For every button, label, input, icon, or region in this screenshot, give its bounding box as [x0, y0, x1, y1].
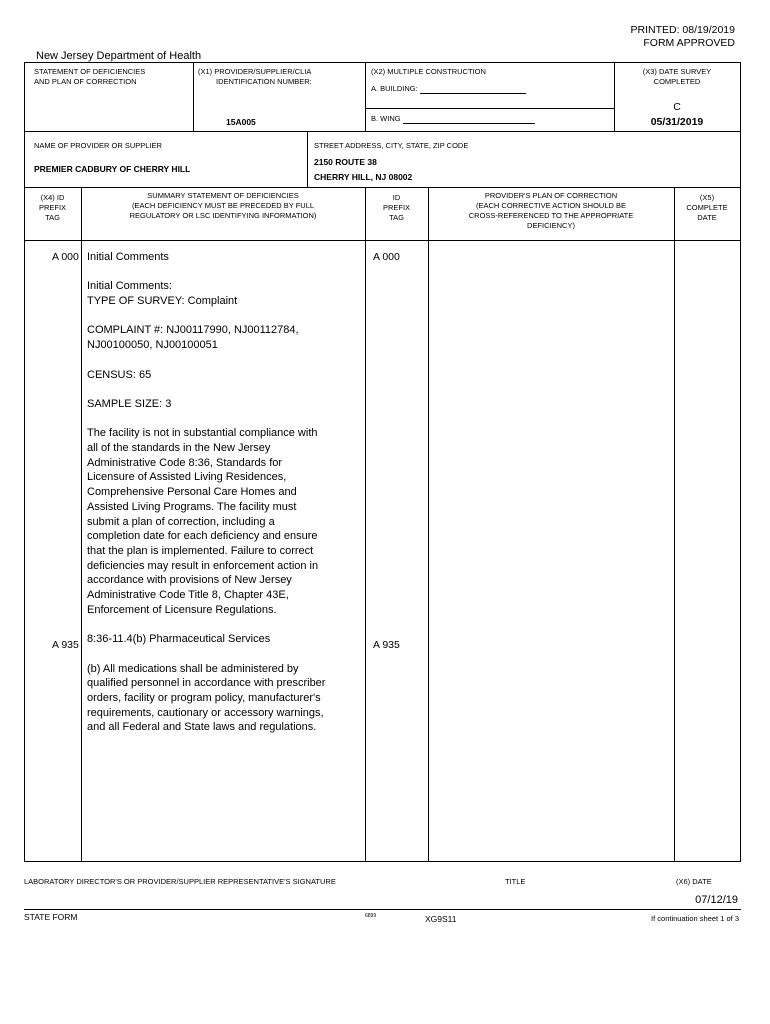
frame-bottom [24, 861, 741, 862]
col-divider [428, 187, 429, 862]
tag-a935-right: A 935 [373, 639, 400, 651]
provider-name: PREMIER CADBURY OF CHERRY HILL [34, 164, 191, 174]
divider [307, 131, 308, 187]
x3-label: (X3) DATE SURVEY COMPLETED [642, 67, 712, 86]
paragraph: The facility is not in substantial compliance with all of the standards in the New Jersey Administrative Code 8:36, Standards for Licensure of Assisted Living Residences, Comprehensive Personal Care Homes and Assisted Living Programs. The facility must submit a plan of correction, including a completion date for each deficiency and ensure that the plan is implemented. Failure to correct deficiencies may result in enforcement action in accordance with provisions of New Jersey Administrative Code Title 8, Chapter 43E, Enforcement of Licensure Regulations. [87, 427, 319, 616]
x6-value: 07/12/19 [695, 894, 738, 906]
x6-label: (X6) DATE [676, 877, 712, 886]
col-divider [674, 187, 675, 862]
provider-label: NAME OF PROVIDER OR SUPPLIER [34, 141, 162, 150]
paragraph: Initial Comments [87, 251, 169, 263]
x4-header: (X4) ID PREFIX TAG [38, 193, 67, 222]
paragraph: (b) All medications shall be administered by qualified personnel in accordance with prescriber orders, facility or program policy, manufacturer's requirements, cautionary or accessory warnings, and all Federal and State laws and regulations. [87, 662, 326, 734]
building-field [420, 85, 526, 94]
title-label: TITLE [505, 877, 526, 886]
paragraph: 8:36-11.4(b) Pharmaceutical Services [87, 633, 271, 646]
tag-a000-right: A 000 [373, 251, 400, 263]
summary-body [87, 250, 357, 750]
plan-header: PROVIDER'S PLAN OF CORRECTION (EACH CORRECTIVE ACTION SHOULD BE CROSS-REFERENCED TO THE APPROPRIATE DEFICIENCY) [468, 191, 634, 230]
footer-rule [24, 909, 741, 910]
x5-header: (X5) COMPLETE DATE [686, 193, 728, 222]
tag-a000-left: A 000 [52, 251, 79, 263]
continuation-sheet: If continuation sheet 1 of 3 [651, 914, 739, 923]
col-divider [365, 187, 366, 862]
x2-wing-label: B. WING [371, 114, 535, 124]
summary-header: SUMMARY STATEMENT OF DEFICIENCIES (EACH DEFICIENCY MUST BE PRECEDED BY FULL REGULATORY OR LSC IDENTIFYING INFORMATION) [129, 191, 317, 220]
address-line2: CHERRY HILL, NJ 08002 [314, 172, 413, 182]
form-approved: FORM APPROVED [643, 37, 735, 49]
id-header: ID PREFIX TAG [382, 193, 411, 222]
col-divider [81, 187, 82, 862]
wing-field [403, 115, 535, 124]
divider [24, 240, 741, 241]
paragraph: COMPLAINT #: NJ00117990, NJ00112784, NJ00100050, NJ00100051 [87, 324, 299, 352]
x1-label: (X1) PROVIDER/SUPPLIER/CLIA IDENTIFICATION NUMBER: [198, 67, 312, 86]
divider [24, 187, 741, 188]
agency-name: New Jersey Department of Health [36, 50, 202, 62]
tag-a935-left: A 935 [52, 639, 79, 651]
divider [24, 131, 741, 132]
x2-title: (X2) MULTIPLE CONSTRUCTION [371, 67, 486, 76]
paragraph: SAMPLE SIZE: 3 [87, 397, 172, 410]
x2-building-label: A. BUILDING: [371, 84, 526, 94]
x3-date: 05/31/2019 [650, 116, 704, 128]
divider [193, 62, 194, 131]
frame-right [740, 62, 741, 862]
address-label: STREET ADDRESS, CITY, STATE, ZIP CODE [314, 141, 469, 150]
statement-label: STATEMENT OF DEFICIENCIES AND PLAN OF CORRECTION [34, 67, 146, 86]
x1-value: 15A005 [226, 117, 256, 127]
paragraph: CENSUS: 65 [87, 368, 152, 381]
divider [365, 108, 614, 109]
frame-left [24, 62, 25, 862]
signature-label: LABORATORY DIRECTOR'S OR PROVIDER/SUPPLIER REPRESENTATIVE'S SIGNATURE [24, 877, 336, 886]
address-line1: 2150 ROUTE 38 [314, 157, 377, 167]
event-id: XG9S11 [425, 914, 457, 924]
frame-top [24, 62, 741, 63]
state-form: STATE FORM [24, 912, 78, 922]
form-number: 6899 [365, 913, 377, 919]
printed-date: PRINTED: 08/19/2019 [630, 24, 735, 36]
paragraph: Initial Comments: TYPE OF SURVEY: Complaint [87, 280, 238, 308]
divider [365, 62, 366, 131]
x3-letter: C [673, 101, 681, 113]
